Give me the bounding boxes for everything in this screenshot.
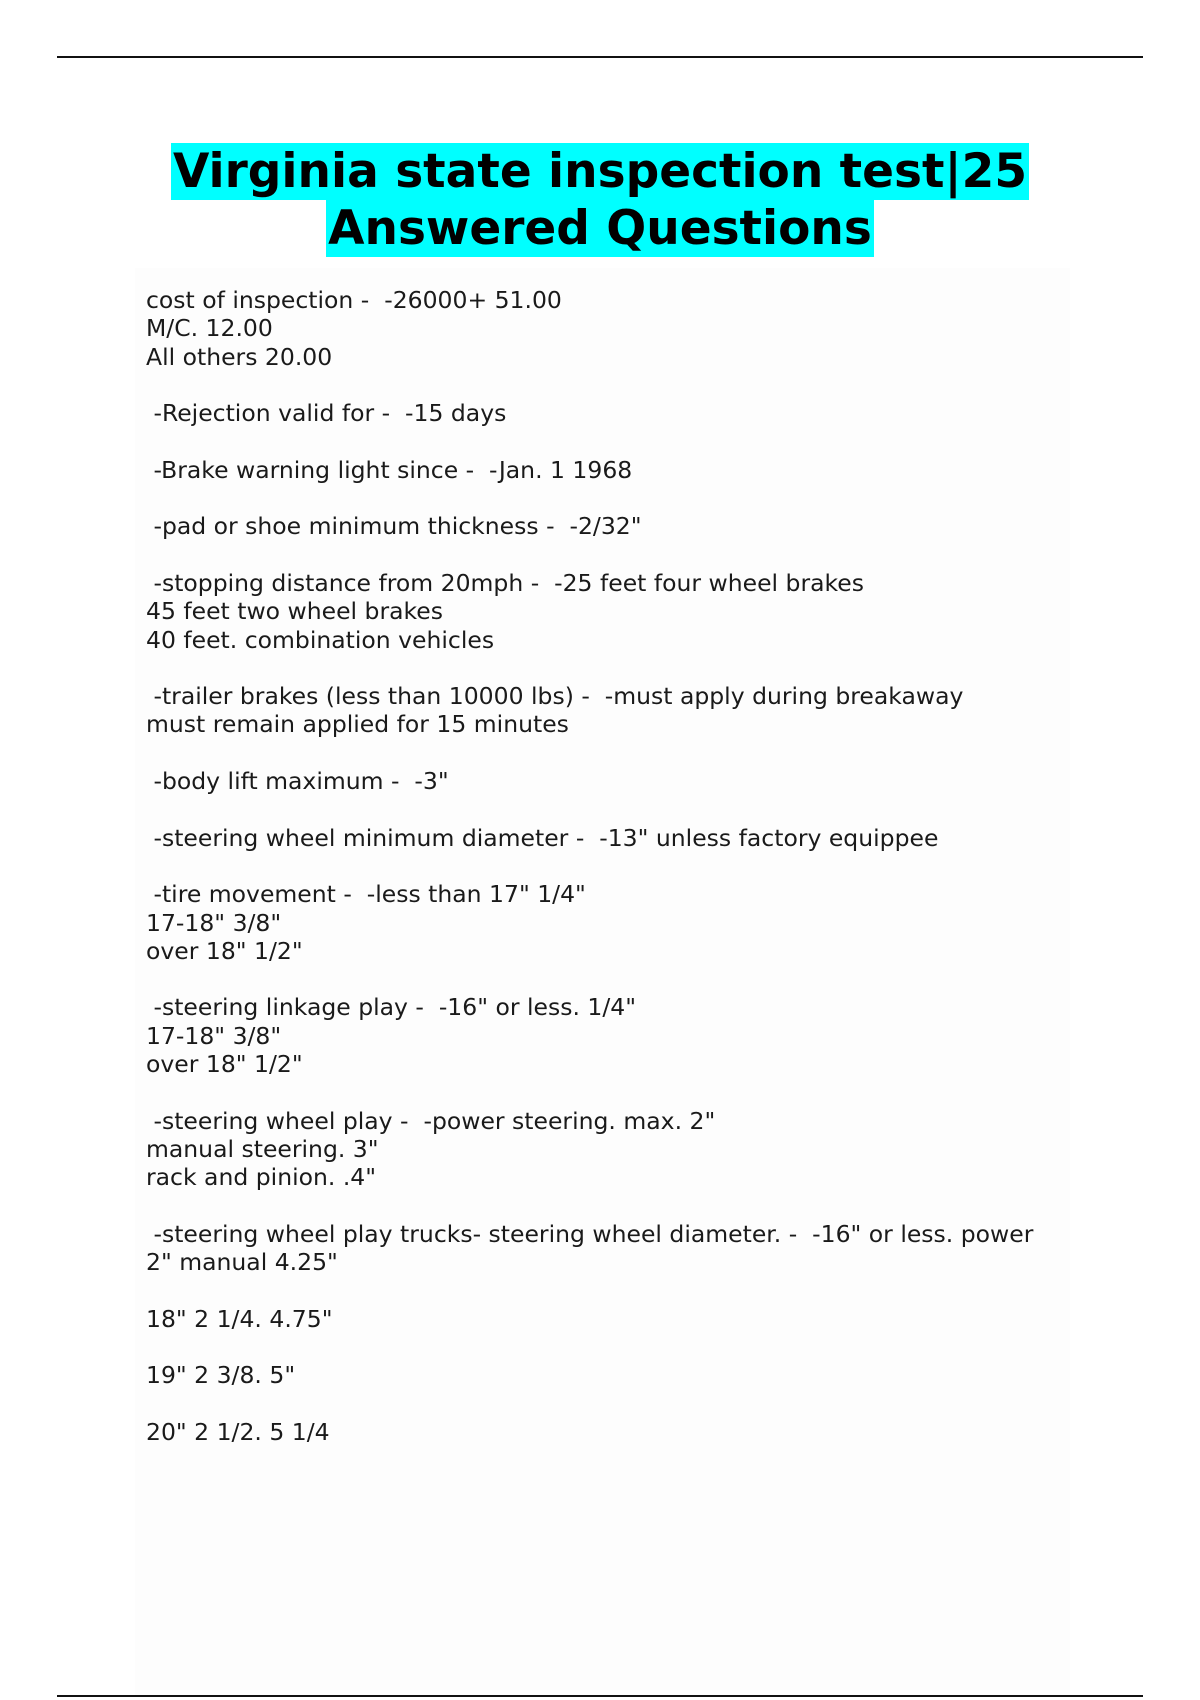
qa-item	[146, 767, 1076, 795]
header-rule	[57, 56, 1143, 58]
qa-line: 20" 2 1/2. 5 1/4	[146, 1417, 330, 1446]
qa-line: rack and pinion. .4"	[146, 1163, 377, 1192]
qa-item	[146, 993, 1076, 1078]
footer-rule	[57, 1695, 1143, 1697]
qa-item	[146, 512, 1076, 540]
qa-line: -tire movement - -less than 17" 1/4"	[146, 880, 586, 909]
qa-line: -steering wheel play - -power steering. max. 2"	[146, 1106, 716, 1135]
qa-line: over 18" 1/2"	[146, 1050, 303, 1079]
qa-line: All others 20.00	[146, 342, 333, 371]
qa-item	[146, 1361, 1076, 1389]
qa-line: 19" 2 3/8. 5"	[146, 1361, 296, 1390]
qa-item	[146, 399, 1076, 427]
qa-item	[146, 569, 1076, 654]
qa-line: 45 feet two wheel brakes	[146, 597, 444, 626]
qa-line: 2" manual 4.25"	[146, 1248, 338, 1277]
title-line-2: Answered Questions	[328, 201, 872, 256]
qa-item	[146, 456, 1076, 484]
qa-line: manual steering. 3"	[146, 1134, 379, 1163]
qa-item	[146, 1305, 1076, 1333]
qa-item	[146, 286, 1076, 371]
qa-item	[146, 682, 1076, 739]
qa-line: 17-18" 3/8"	[146, 1021, 282, 1050]
qa-line: 18" 2 1/4. 4.75"	[146, 1304, 333, 1333]
qa-line: -pad or shoe minimum thickness - -2/32"	[146, 512, 642, 541]
qa-line: over 18" 1/2"	[146, 936, 303, 965]
qa-line: 40 feet. combination vehicles	[146, 625, 495, 654]
title-line-1: Virginia state inspection test|25	[172, 144, 1028, 199]
qa-item	[146, 1418, 1076, 1446]
qa-line: -body lift maximum - -3"	[146, 767, 449, 796]
qa-line: -stopping distance from 20mph - -25 feet four wheel brakes	[146, 568, 865, 597]
qa-line: -steering wheel minimum diameter - -13" unless factory equippee	[146, 823, 939, 852]
qa-line: M/C. 12.00	[146, 314, 273, 343]
qa-line: must remain applied for 15 minutes	[146, 710, 569, 739]
qa-line: -Rejection valid for - -15 days	[146, 399, 507, 428]
qa-line: -steering linkage play - -16" or less. 1/4"	[146, 993, 637, 1022]
qa-item	[146, 1107, 1076, 1192]
qa-item	[146, 880, 1076, 965]
qa-item	[146, 824, 1076, 852]
qa-item	[146, 1220, 1076, 1277]
document-title	[0, 143, 1200, 257]
qa-line: -Brake warning light since - -Jan. 1 1968	[146, 455, 633, 484]
question-answer-list	[146, 286, 1076, 1474]
qa-line: 17-18" 3/8"	[146, 908, 282, 937]
qa-line: cost of inspection - -26000+ 51.00	[146, 286, 562, 314]
qa-line: -steering wheel play trucks- steering wheel diameter. - -16" or less. power	[146, 1219, 1034, 1248]
qa-line: -trailer brakes (less than 10000 lbs) - -must apply during breakaway	[146, 682, 964, 711]
